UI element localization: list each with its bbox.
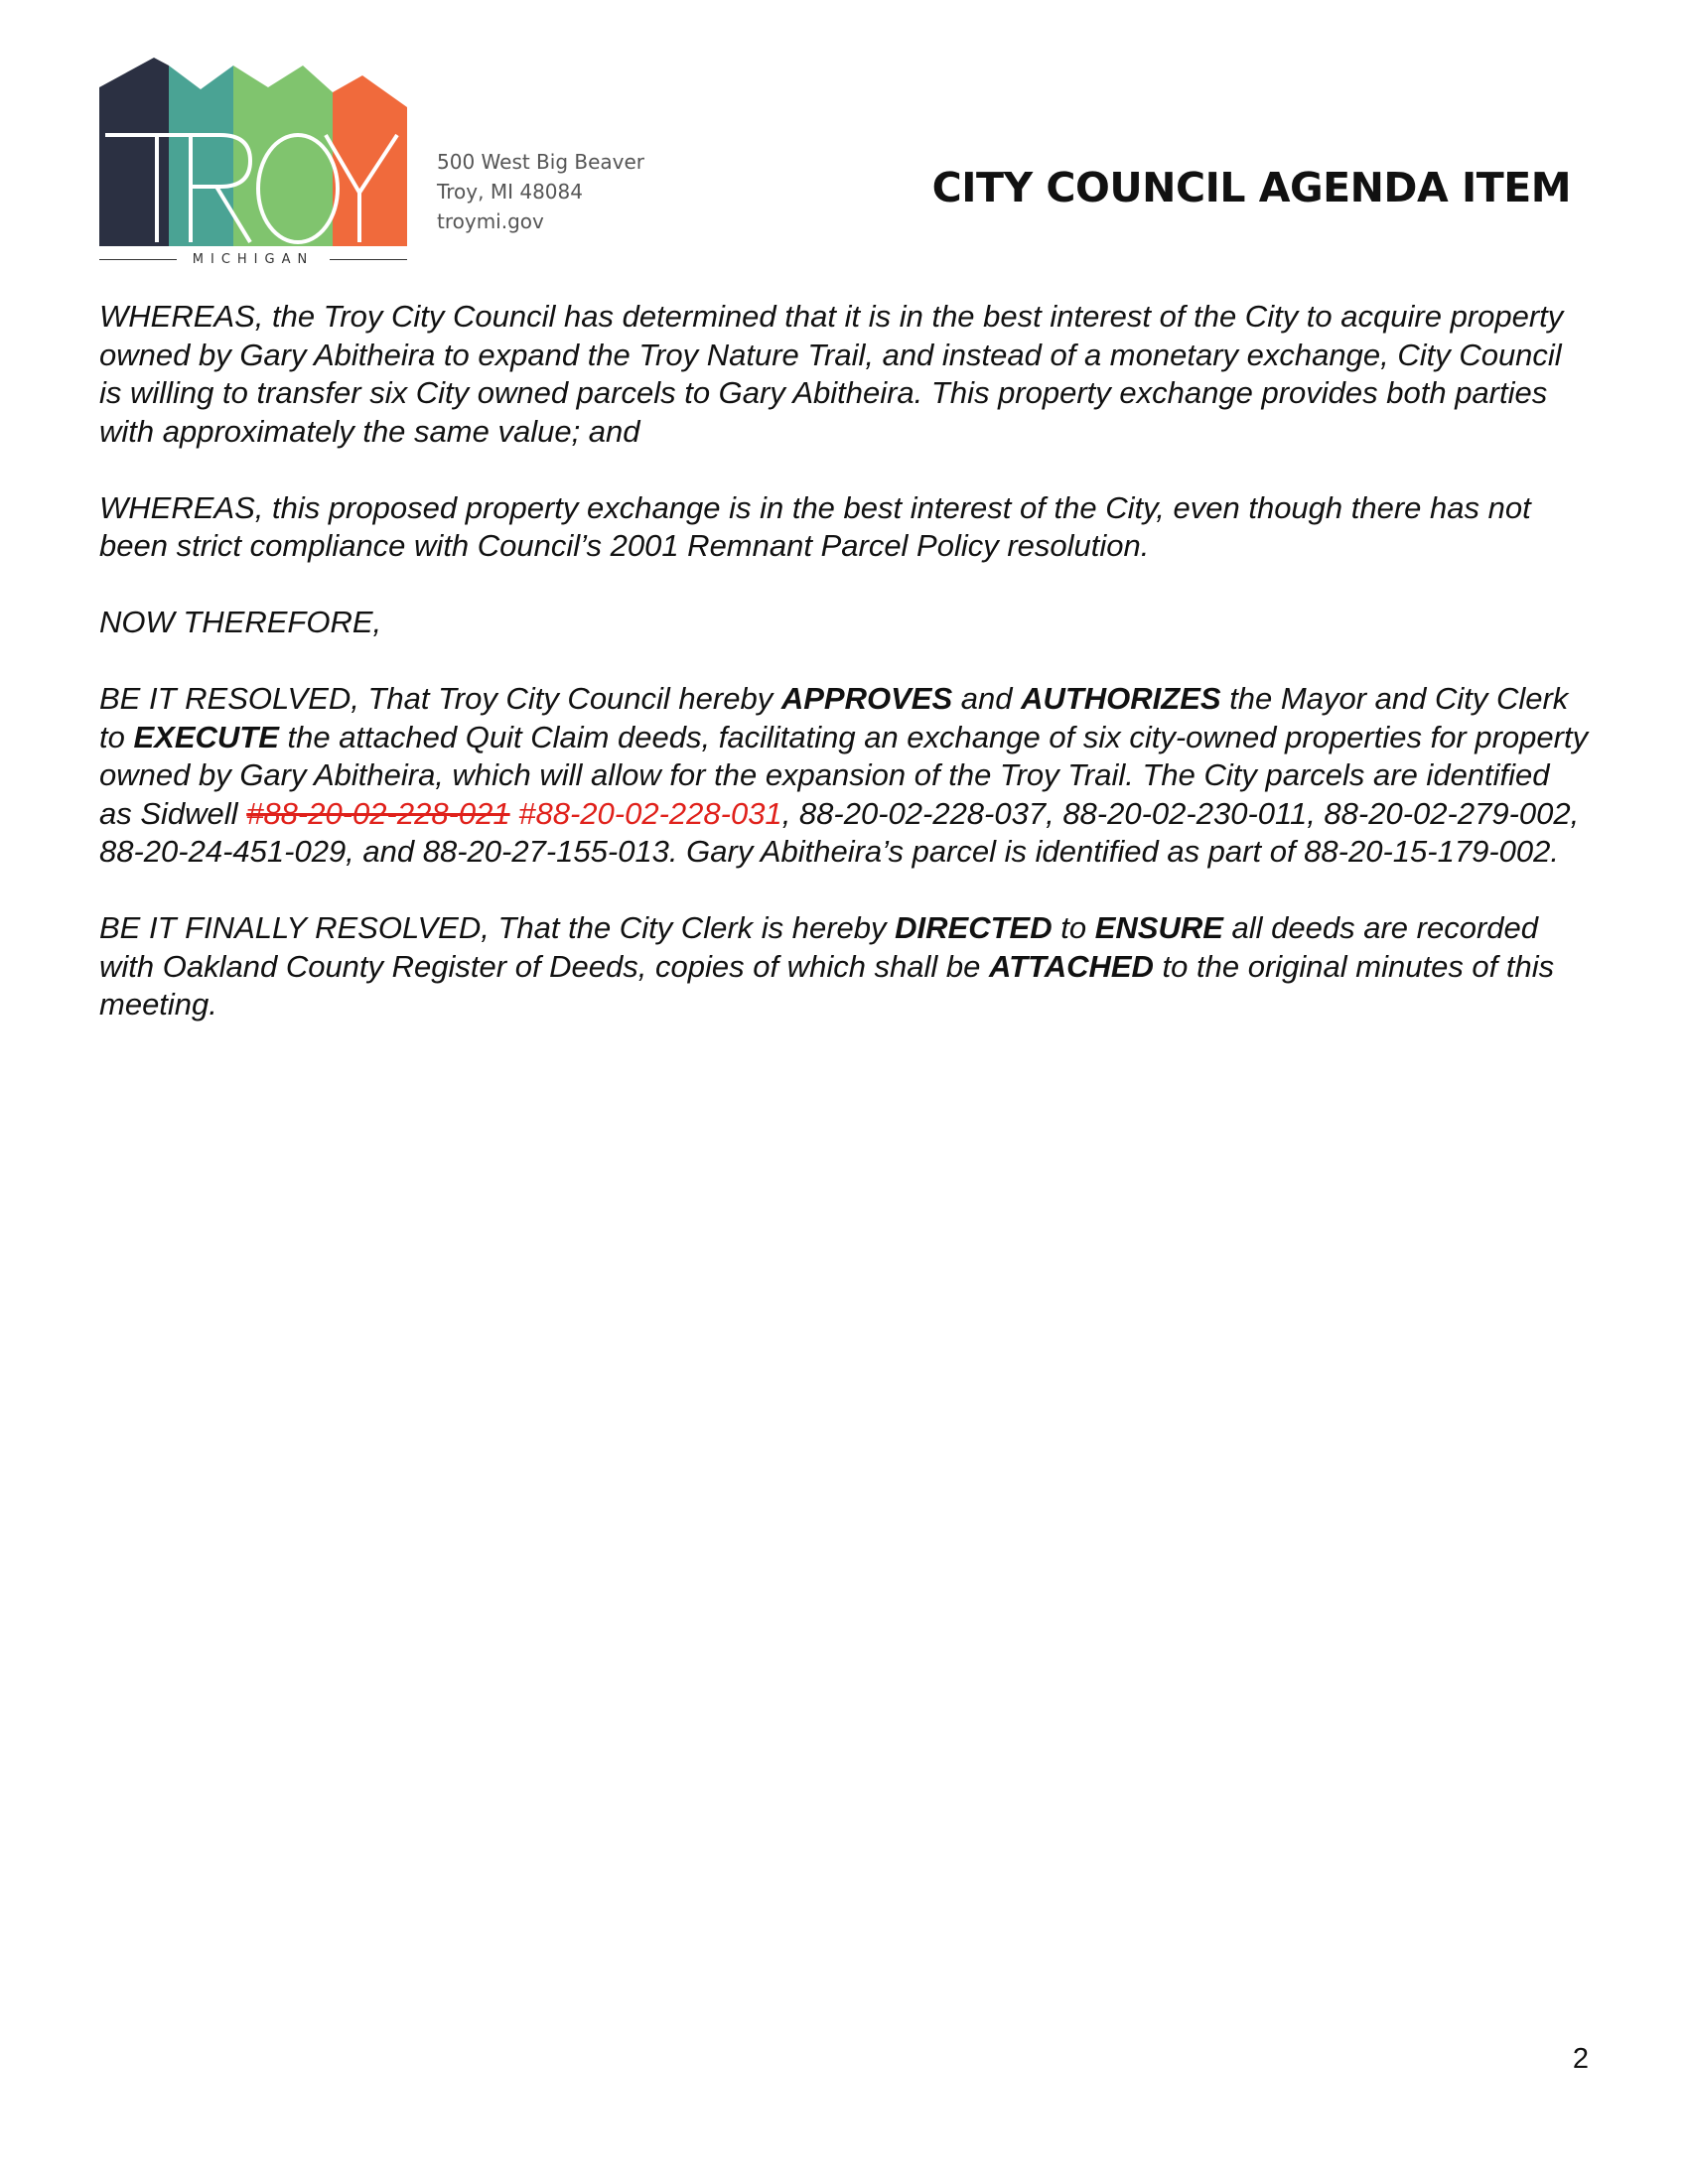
execute-keyword: EXECUTE — [133, 719, 279, 754]
now-therefore-paragraph: NOW THEREFORE, — [99, 605, 382, 639]
deleted-parcel-number: #88-20-02-228-021 — [246, 795, 510, 831]
resolved-text-6: , 88-20-02-228-037, 88-20-02-230-011, 88-20-02-279-002, 88-20-24-451-029, and 88-20-27-155-013. Gary Abitheira’s parcel is identified as part of 88-20-15-179-002. — [99, 795, 1580, 869]
directed-keyword: DIRECTED — [895, 910, 1053, 945]
whereas-paragraph-1: WHEREAS, the Troy City Council has determined that it is in the best interest of the City to acquire property owned by Gary Abitheira to expand the Troy Nature Trail, and instead of a monetary exchange, City Council is willing to transfer six City owned parcels to Gary Abitheira. This property exchange provides both parties with approximately the same value; and — [99, 299, 1564, 449]
approves-keyword: APPROVES — [780, 681, 953, 716]
troy-logo — [99, 58, 407, 271]
address-city: Troy, MI 48084 — [437, 180, 583, 204]
finally-text-1: BE IT FINALLY RESOLVED, That the City Clerk is hereby — [99, 910, 896, 945]
logo-michigan-label: MICHIGAN — [192, 251, 315, 267]
finally-text-3: all deeds are recorded with Oakland County Register of Deeds, copies of which shall be — [99, 910, 1538, 984]
logo-subtitle — [99, 248, 407, 270]
ensure-keyword: ENSURE — [1094, 910, 1223, 945]
address-block — [437, 147, 644, 236]
logo-rule-right — [330, 259, 407, 260]
resolved-paragraph — [99, 680, 1589, 872]
address-street: 500 West Big Beaver — [437, 150, 645, 174]
resolved-text-5 — [510, 796, 519, 831]
troy-logo-graphic — [99, 58, 407, 246]
authorizes-keyword: AUTHORIZES — [1021, 681, 1221, 716]
logo-rule-left — [99, 259, 177, 260]
resolved-text-1: BE IT RESOLVED, That Troy City Council hereby — [99, 681, 781, 716]
page-title: CITY COUNCIL AGENDA ITEM — [931, 164, 1571, 211]
address-website: troymi.gov — [437, 209, 544, 233]
resolved-text-2: and — [952, 681, 1022, 716]
finally-text-2: to — [1052, 910, 1095, 945]
resolved-text-3: the Mayor and City Clerk to — [99, 681, 1569, 754]
inserted-parcel-number: #88-20-02-228-031 — [518, 795, 782, 831]
finally-text-4: to the original minutes of this meeting. — [99, 948, 1555, 1022]
page-number: 2 — [1572, 2043, 1589, 2075]
resolved-text-4: the attached Quit Claim deeds, facilitating an exchange of six city-owned properties for property owned by Gary Abitheira, which will allow for the expansion of the Troy Trail. The City parcels are identified as Sidwell — [99, 719, 1589, 831]
finally-resolved-paragraph — [99, 909, 1589, 1024]
resolution-body — [99, 298, 1589, 1062]
whereas-paragraph-2: WHEREAS, this proposed property exchange is in the best interest of the City, even though there has not been strict compliance with Council’s 2001 Remnant Parcel Policy resolution. — [99, 489, 1531, 563]
attached-keyword: ATTACHED — [989, 948, 1154, 984]
